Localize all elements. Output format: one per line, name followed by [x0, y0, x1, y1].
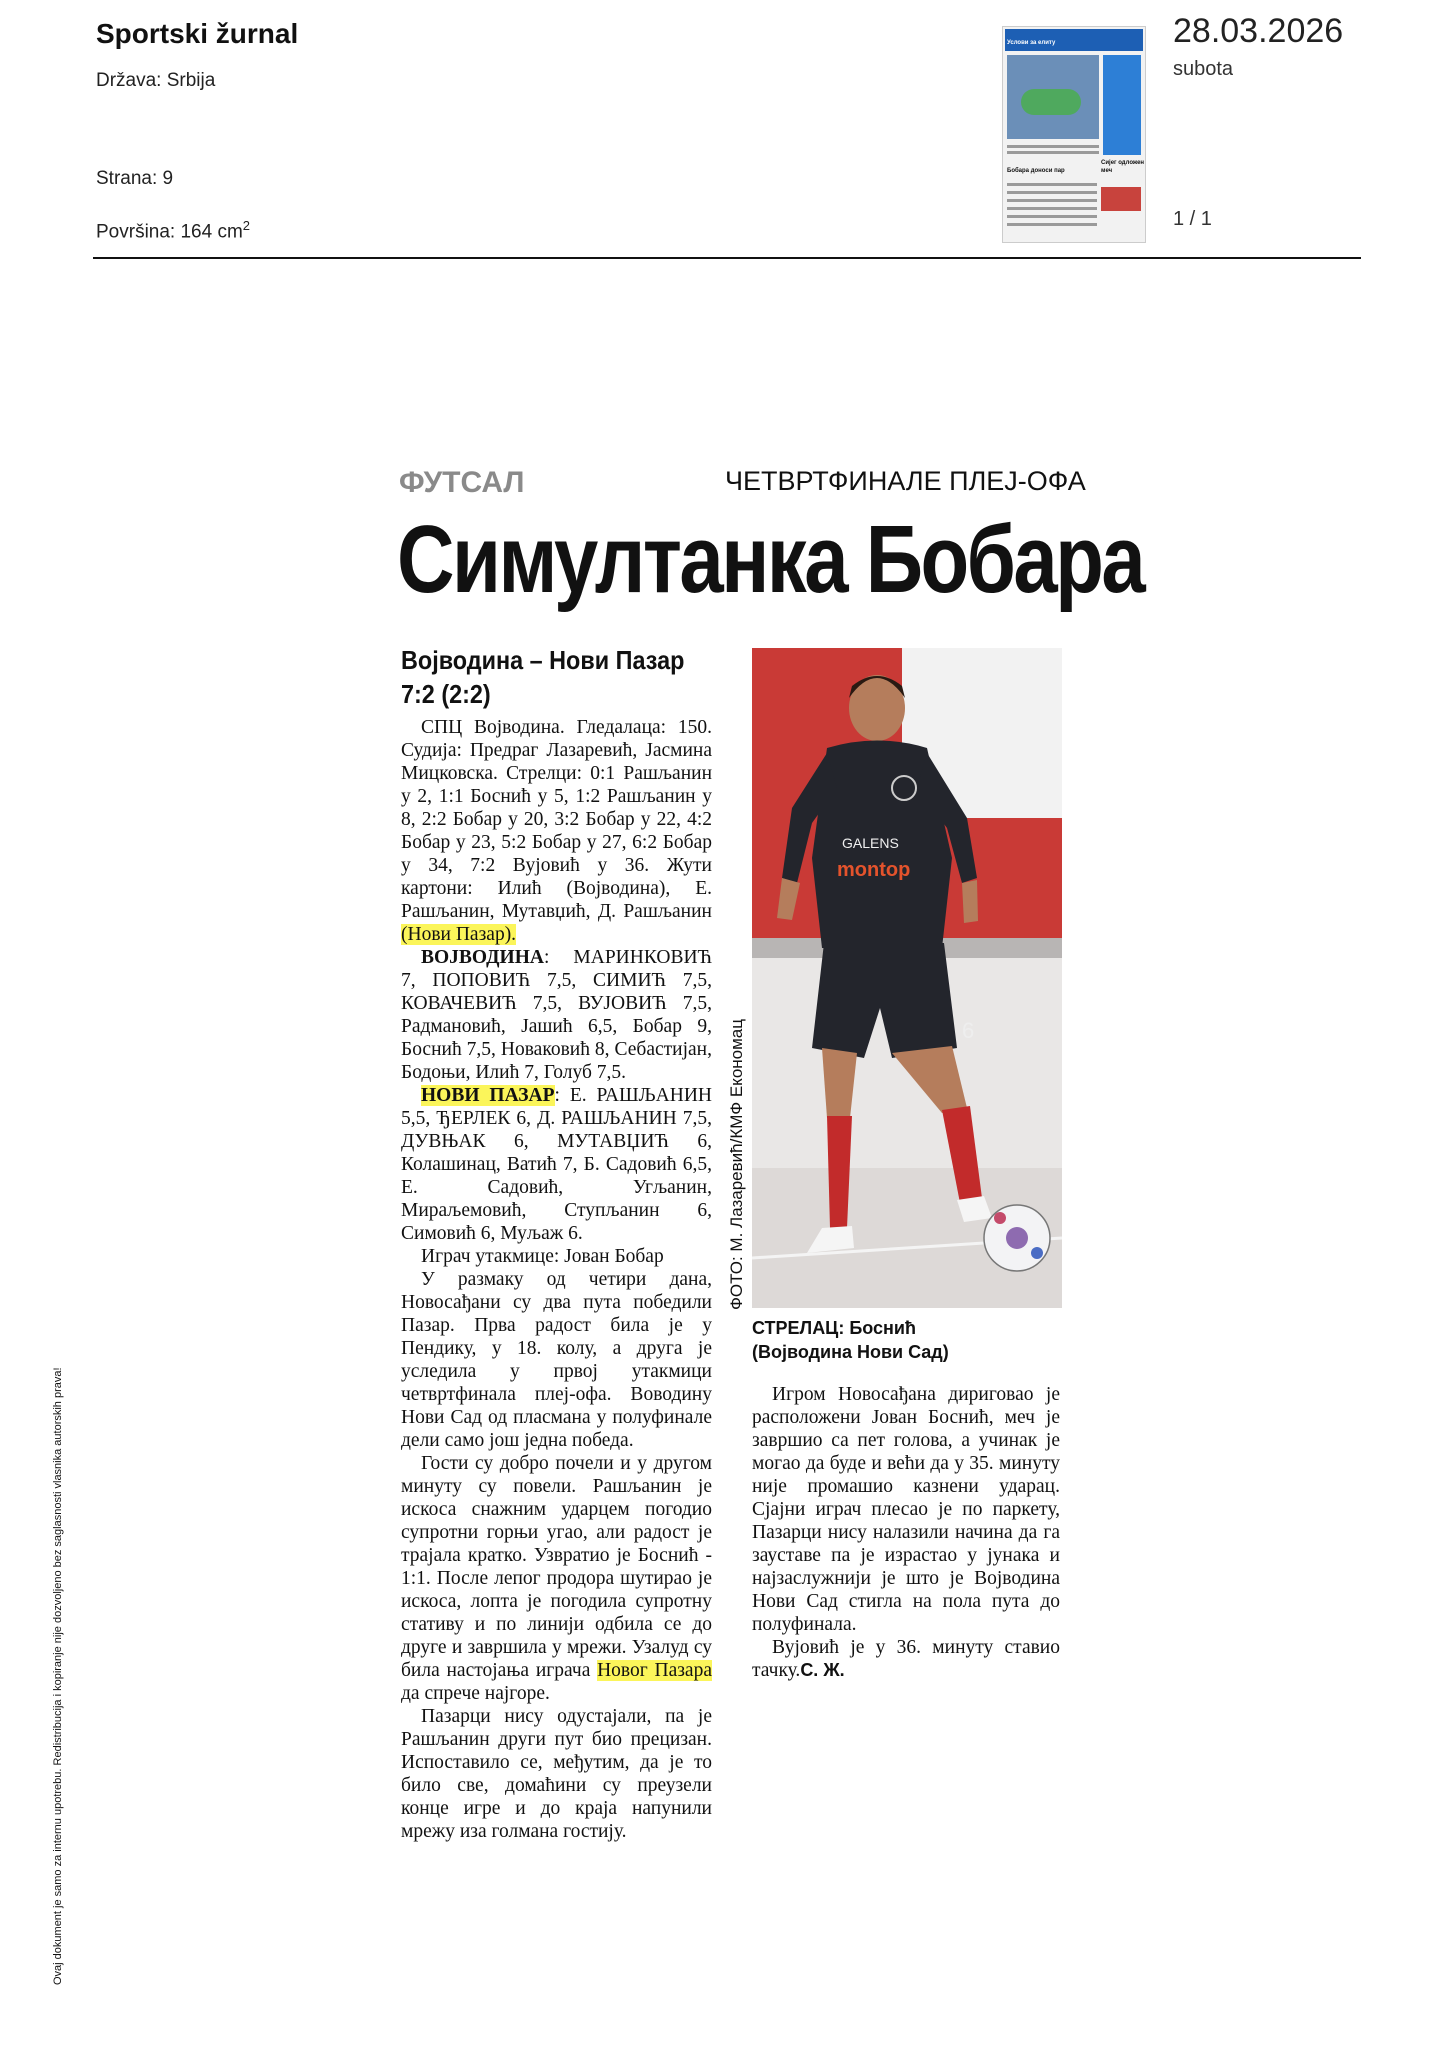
article-photo [752, 648, 1062, 1308]
article-rubric: ФУТСАЛ [399, 466, 525, 499]
match-heading [401, 643, 684, 711]
paragraph-1: У размаку од четири дана, Новосађани су два пута победили Пазар. Прва радост била је у Пендику, у 18. колу, а друга је уследила у првој утакмици четвртфинала плеј-офа. Воводину Нови Сад од пласмана у полуфинале дели само још једна победа. [401, 1269, 712, 1451]
thumbnail-headline: Услови за елиту [1007, 40, 1056, 46]
team1-name: ВОЈВОДИНА [421, 947, 544, 968]
highlighted-team: Новог Пазара [597, 1660, 712, 1681]
thumbnail-text-line [1007, 145, 1099, 148]
team2-name: НОВИ ПАЗАР [421, 1085, 555, 1106]
match-teams: Војводина – Нови Пазар [401, 645, 685, 675]
thumbnail-text-line [1007, 191, 1097, 194]
area-value: Površina: 164 cm [96, 221, 243, 243]
photo-credit: ФОТО: М. Лазаревић/КМФ Економац [727, 1019, 746, 1310]
page-label: Strana: 9 [96, 168, 174, 189]
match-info-text: СПЦ Војводина. Гледалаца: 150. Судија: Предраг Лазаревић, Јасмина Мицковска. Стрелци: 0:1 Рашљанин у 2, 1:1 Боснић у 5, 1:2 Рашљанин у 8, 2:2 Бобар у 20, 3:2 Бобар у 22, 4:2 Бобар у 23, 5:2 Бобар у 27, 6:2 Бобар у 34, 7:2 Вујовић у 36. Жути картони: Илић (Војводина), Е. Рашљанин, Мутавџић, Д. Рашљанин [401, 717, 712, 922]
thumbnail-headline: Бобара доноси пар [1007, 168, 1065, 174]
thumbnail-text-line [1007, 223, 1097, 226]
lineup-team2 [401, 1084, 712, 1245]
issue-weekday: subota [1173, 58, 1234, 80]
area-unit-sup: 2 [242, 218, 251, 233]
article-subrubric: ЧЕТВРТФИНАЛЕ ПЛЕЈ-ОФА [725, 466, 1086, 496]
article-author: С. Ж. [800, 1660, 845, 1680]
thumbnail-text-line [1007, 199, 1097, 202]
thumbnail-stadium-field [1021, 89, 1081, 115]
paragraph-5 [752, 1636, 1060, 1682]
article-column-right [752, 1383, 1060, 1682]
player-illustration [752, 648, 1062, 1308]
player-of-match: Играч утакмице: Јован Бобар [421, 1246, 664, 1267]
paragraph-2-end: да спрече најгоре. [401, 1683, 550, 1704]
publication-name: Sportski žurnal [96, 18, 299, 49]
thumbnail-headline: Сијег одложен меч [1101, 160, 1145, 174]
jersey-sponsor-1: GALENS [842, 835, 899, 851]
header-divider [93, 257, 1361, 259]
paragraph-2-text: Гости су добро почели и у другом минуту су повели. Рашљанин је искоса снажним ударцем погодио супротни горњи угао, али радост је трајала кратко. Узвратио је Боснић - 1:1. После лепог продора шутирао је искоса, лопта је погодила супротну стативу и по линији одбила се до друге и завршила у мрежи. Узалуд су била настојања играча [401, 1453, 712, 1681]
thumbnail-text-line [1007, 183, 1097, 186]
team1-players: : МАРИНКОВИЋ 7, ПОПОВИЋ 7,5, СИМИЋ 7,5, КОВАЧЕВИЋ 7,5, ВУЈОВИЋ 7,5, Радмановић, Јашић 6,5, Бобар 9, Боснић 7,5, Новаковић 8, Себастијан, Бодоњи, Илић 7, Голуб 7,5. [401, 947, 712, 1083]
article-headline: Симултанка Бобара [397, 506, 1144, 613]
thumbnail-sidebar [1103, 55, 1141, 155]
photo-caption [752, 1316, 949, 1364]
jersey-sponsor-2: montop [837, 859, 911, 881]
lineup-team1 [401, 946, 712, 1084]
highlighted-team: (Нови Пазар). [401, 924, 517, 945]
area-label [96, 218, 250, 243]
thumbnail-text-line [1007, 151, 1099, 154]
team2-players: : Е. РАШЉАНИН 5,5, ЂЕРЛЕК 6, Д. РАШЉАНИН 7,5, ДУВЊАК 6, МУТАВЏИЋ 6, Колашинац, Ватић 7, Б. Садовић 6,5, Е. Садовић, Угљанин, Мираљемовић, Ступљанин 6, Симовић 6, Муљаж 6. [401, 1085, 712, 1244]
copyright-notice: Ovaj dokument je samo za internu upotrebu. Redistribucija i kopiranje nije dozvoljeno bez saglasnosti vlasnika autorskih prava! [52, 1367, 64, 1985]
article-column-left [401, 716, 712, 1843]
caption-line-2: (Војводина Нови Сад) [752, 1342, 949, 1362]
paragraph-2 [401, 1452, 712, 1705]
paragraph-4: Игром Новосађана дириговао је расположени Јован Боснић, меч је завршио са пет голова, а учинак је могао да буде и већи да у 35. минуту није промашио казнени ударац. Сјајни играч плесао је по паркету, Пазарци нису налазили начина да га зауставе па је израстао у јунака и најзаслужнији је што је Војводина Нови Сад стигла на пола пута до полуфинала. [752, 1384, 1060, 1635]
match-info [401, 716, 712, 946]
jersey-number: 6 [962, 1018, 975, 1043]
country-label: Država: Srbija [96, 70, 216, 91]
caption-line-1: СТРЕЛАЦ: Боснић [752, 1318, 916, 1338]
issue-date: 28.03.2026 [1173, 12, 1344, 50]
thumbnail-red-photo [1101, 187, 1141, 211]
paragraph-5-text: Вујовић је у 36. минуту ставио тачку. [752, 1637, 1060, 1681]
match-score: 7:2 (2:2) [401, 679, 491, 709]
thumbnail-text-line [1007, 207, 1097, 210]
page-thumbnail[interactable] [1002, 26, 1146, 243]
page-count: 1 / 1 [1173, 208, 1212, 230]
paragraph-3: Пазарци нису одустајали, па је Рашљанин други пут био прецизан. Испоставило се, међутим, да је то било све, домаћини су преузели конце игре и до краја напунили мрежу иза голмана гостију. [401, 1706, 712, 1842]
thumbnail-text-line [1007, 215, 1097, 218]
